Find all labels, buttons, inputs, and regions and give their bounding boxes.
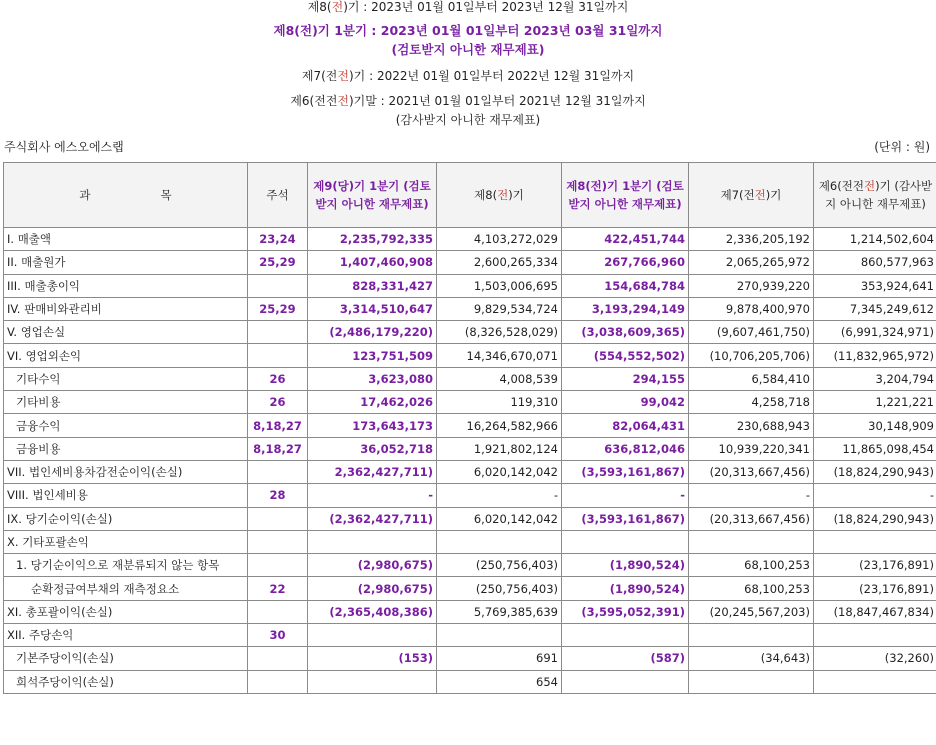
cell-7th: (20,313,667,456) <box>689 460 814 483</box>
cell-6th <box>814 624 936 647</box>
period-line-7th: 제7(전전)기 : 2022년 01월 01일부터 2022년 12월 31일까지 <box>301 69 635 83</box>
period-line-prior-q1-note: (검토받지 아니한 재무제표) <box>391 42 545 57</box>
table-row <box>4 460 936 483</box>
cell-7th: (9,607,461,750) <box>689 321 814 344</box>
cell-account: 순확정급여부채의 재측정요소 <box>4 577 248 600</box>
cell-8th: (8,326,528,029) <box>437 321 562 344</box>
cell-account: VII. 법인세비용차감전순이익(손실) <box>4 460 248 483</box>
company-name: 주식회사 에스오에스랩 <box>4 140 124 154</box>
cell-prior-q1: (1,890,524) <box>562 577 689 600</box>
cell-prior-q1: (587) <box>562 647 689 670</box>
cell-note <box>248 321 308 344</box>
cell-account: 금융수익 <box>4 414 248 437</box>
period-line-6th-note: (감사받지 아니한 재무제표) <box>395 113 541 127</box>
table-row <box>4 670 936 693</box>
cell-prior-q1: 294,155 <box>562 367 689 390</box>
cell-7th: (34,643) <box>689 647 814 670</box>
cell-note <box>248 600 308 623</box>
cell-note: 25,29 <box>248 251 308 274</box>
cell-note: 25,29 <box>248 297 308 320</box>
cell-6th: 11,865,098,454 <box>814 437 936 460</box>
cell-account: XII. 주당손익 <box>4 624 248 647</box>
cell-account: I. 매출액 <box>4 228 248 251</box>
cell-account: 기타수익 <box>4 367 248 390</box>
cell-6th: (11,832,965,972) <box>814 344 936 367</box>
period-line-prior-year: 제8(전)기 : 2023년 01월 01일부터 2023년 12월 31일까지 <box>307 0 629 14</box>
cell-account: II. 매출원가 <box>4 251 248 274</box>
cell-note <box>248 647 308 670</box>
col-header-current-q1: 제9(당)기 1분기 (검토받지 아니한 재무제표) <box>308 163 437 228</box>
cell-prior-q1: (554,552,502) <box>562 344 689 367</box>
cell-current-q1: 828,331,427 <box>308 274 437 297</box>
income-statement-table <box>3 162 936 694</box>
cell-prior-q1: (1,890,524) <box>562 554 689 577</box>
cell-prior-q1: 636,812,046 <box>562 437 689 460</box>
period-line-6th: 제6(전전전)기말 : 2021년 01월 01일부터 2021년 12월 31일까지 <box>290 94 646 108</box>
cell-prior-q1: (3,595,052,391) <box>562 600 689 623</box>
cell-current-q1: (2,486,179,220) <box>308 321 437 344</box>
cell-6th: 3,204,794 <box>814 367 936 390</box>
cell-7th: - <box>689 484 814 507</box>
cell-note <box>248 670 308 693</box>
cell-account: VI. 영업외손익 <box>4 344 248 367</box>
cell-6th <box>814 670 936 693</box>
cell-8th: 14,346,670,071 <box>437 344 562 367</box>
cell-prior-q1: 267,766,960 <box>562 251 689 274</box>
cell-8th: 16,264,582,966 <box>437 414 562 437</box>
cell-current-q1: - <box>308 484 437 507</box>
cell-prior-q1: (3,593,161,867) <box>562 460 689 483</box>
cell-8th: 691 <box>437 647 562 670</box>
cell-note: 28 <box>248 484 308 507</box>
cell-6th: (6,991,324,971) <box>814 321 936 344</box>
cell-current-q1: 2,235,792,335 <box>308 228 437 251</box>
cell-8th: 1,503,006,695 <box>437 274 562 297</box>
cell-8th: 1,921,802,124 <box>437 437 562 460</box>
cell-note: 22 <box>248 577 308 600</box>
cell-account: 1. 당기순이익으로 재분류되지 않는 항목 <box>4 554 248 577</box>
cell-note: 26 <box>248 391 308 414</box>
cell-account: XI. 총포괄이익(손실) <box>4 600 248 623</box>
cell-8th: (250,756,403) <box>437 554 562 577</box>
cell-prior-q1: 3,193,294,149 <box>562 297 689 320</box>
cell-account: 희석주당이익(손실) <box>4 670 248 693</box>
cell-note: 26 <box>248 367 308 390</box>
cell-7th: 6,584,410 <box>689 367 814 390</box>
cell-8th <box>437 530 562 553</box>
cell-prior-q1: 422,451,744 <box>562 228 689 251</box>
cell-account: 금융비용 <box>4 437 248 460</box>
cell-note <box>248 460 308 483</box>
cell-current-q1: (2,980,675) <box>308 554 437 577</box>
col-header-8th: 제8(전)기 <box>437 163 562 228</box>
table-row <box>4 228 936 251</box>
cell-8th: 4,008,539 <box>437 367 562 390</box>
cell-8th <box>437 624 562 647</box>
cell-account: 기타비용 <box>4 391 248 414</box>
cell-current-q1: 123,751,509 <box>308 344 437 367</box>
cell-current-q1 <box>308 530 437 553</box>
col-header-prior-q1: 제8(전)기 1분기 (검토받지 아니한 재무제표) <box>562 163 689 228</box>
table-row <box>4 344 936 367</box>
table-row <box>4 647 936 670</box>
cell-6th: (23,176,891) <box>814 577 936 600</box>
cell-8th: (250,756,403) <box>437 577 562 600</box>
table-row <box>4 600 936 623</box>
table-row <box>4 297 936 320</box>
table-row <box>4 507 936 530</box>
cell-7th <box>689 530 814 553</box>
cell-6th: 7,345,249,612 <box>814 297 936 320</box>
cell-8th: 654 <box>437 670 562 693</box>
cell-6th: - <box>814 484 936 507</box>
cell-current-q1: 3,623,080 <box>308 367 437 390</box>
cell-current-q1: (2,980,675) <box>308 577 437 600</box>
table-row <box>4 577 936 600</box>
cell-current-q1: 1,407,460,908 <box>308 251 437 274</box>
cell-prior-q1: 99,042 <box>562 391 689 414</box>
period-line-prior-q1: 제8(전)기 1분기 : 2023년 01월 01일부터 2023년 03월 31일까지 <box>273 23 663 38</box>
cell-prior-q1: (3,038,609,365) <box>562 321 689 344</box>
cell-7th: 68,100,253 <box>689 554 814 577</box>
cell-note: 8,18,27 <box>248 437 308 460</box>
cell-current-q1: (153) <box>308 647 437 670</box>
cell-note: 23,24 <box>248 228 308 251</box>
cell-7th: (20,245,567,203) <box>689 600 814 623</box>
cell-6th: 1,221,221 <box>814 391 936 414</box>
table-row <box>4 251 936 274</box>
cell-account: VIII. 법인세비용 <box>4 484 248 507</box>
cell-note <box>248 554 308 577</box>
cell-6th: (32,260) <box>814 647 936 670</box>
cell-7th: 230,688,943 <box>689 414 814 437</box>
cell-7th: 2,065,265,972 <box>689 251 814 274</box>
col-header-7th: 제7(전전)기 <box>689 163 814 228</box>
cell-prior-q1: (3,593,161,867) <box>562 507 689 530</box>
cell-8th: 6,020,142,042 <box>437 507 562 530</box>
table-row <box>4 391 936 414</box>
cell-note <box>248 344 308 367</box>
cell-account: IV. 판매비와관리비 <box>4 297 248 320</box>
cell-6th <box>814 530 936 553</box>
cell-note <box>248 507 308 530</box>
cell-prior-q1: 154,684,784 <box>562 274 689 297</box>
cell-7th: 270,939,220 <box>689 274 814 297</box>
cell-account: IX. 당기순이익(손실) <box>4 507 248 530</box>
cell-8th: 2,600,265,334 <box>437 251 562 274</box>
cell-prior-q1: 82,064,431 <box>562 414 689 437</box>
cell-6th: (18,824,290,943) <box>814 460 936 483</box>
cell-8th: 119,310 <box>437 391 562 414</box>
cell-8th: 6,020,142,042 <box>437 460 562 483</box>
cell-6th: 860,577,963 <box>814 251 936 274</box>
cell-6th: (18,847,467,834) <box>814 600 936 623</box>
table-header-row <box>4 163 936 228</box>
cell-6th: 30,148,909 <box>814 414 936 437</box>
cell-note: 8,18,27 <box>248 414 308 437</box>
cell-6th: 353,924,641 <box>814 274 936 297</box>
cell-current-q1 <box>308 624 437 647</box>
cell-current-q1: (2,365,408,386) <box>308 600 437 623</box>
cell-8th: 5,769,385,639 <box>437 600 562 623</box>
cell-7th: 4,258,718 <box>689 391 814 414</box>
table-row <box>4 530 936 553</box>
table-row <box>4 414 936 437</box>
cell-7th: 10,939,220,341 <box>689 437 814 460</box>
table-row <box>4 321 936 344</box>
cell-account: X. 기타포괄손익 <box>4 530 248 553</box>
col-header-6th: 제6(전전전)기 (감사받지 아니한 재무제표) <box>814 163 936 228</box>
col-header-account: 과 목 <box>4 163 248 228</box>
table-row <box>4 554 936 577</box>
cell-8th: 9,829,534,724 <box>437 297 562 320</box>
table-row <box>4 367 936 390</box>
cell-current-q1 <box>308 670 437 693</box>
cell-prior-q1 <box>562 624 689 647</box>
table-row <box>4 484 936 507</box>
table-row <box>4 624 936 647</box>
cell-note <box>248 530 308 553</box>
cell-account: III. 매출총이익 <box>4 274 248 297</box>
cell-6th: 1,214,502,604 <box>814 228 936 251</box>
cell-8th: - <box>437 484 562 507</box>
cell-6th: (23,176,891) <box>814 554 936 577</box>
cell-7th <box>689 670 814 693</box>
table-row <box>4 274 936 297</box>
table-row <box>4 437 936 460</box>
cell-7th: 68,100,253 <box>689 577 814 600</box>
cell-current-q1: (2,362,427,711) <box>308 507 437 530</box>
cell-current-q1: 3,314,510,647 <box>308 297 437 320</box>
cell-prior-q1 <box>562 670 689 693</box>
cell-prior-q1 <box>562 530 689 553</box>
cell-current-q1: 36,052,718 <box>308 437 437 460</box>
col-header-note: 주석 <box>248 163 308 228</box>
cell-7th: (10,706,205,706) <box>689 344 814 367</box>
cell-7th: (20,313,667,456) <box>689 507 814 530</box>
unit-label: (단위 : 원) <box>874 140 930 154</box>
cell-7th: 2,336,205,192 <box>689 228 814 251</box>
cell-6th: (18,824,290,943) <box>814 507 936 530</box>
cell-account: 기본주당이익(손실) <box>4 647 248 670</box>
cell-note <box>248 274 308 297</box>
cell-7th <box>689 624 814 647</box>
cell-8th: 4,103,272,029 <box>437 228 562 251</box>
cell-current-q1: 17,462,026 <box>308 391 437 414</box>
cell-prior-q1: - <box>562 484 689 507</box>
cell-current-q1: 2,362,427,711) <box>308 460 437 483</box>
cell-account: V. 영업손실 <box>4 321 248 344</box>
cell-current-q1: 173,643,173 <box>308 414 437 437</box>
cell-note: 30 <box>248 624 308 647</box>
cell-7th: 9,878,400,970 <box>689 297 814 320</box>
